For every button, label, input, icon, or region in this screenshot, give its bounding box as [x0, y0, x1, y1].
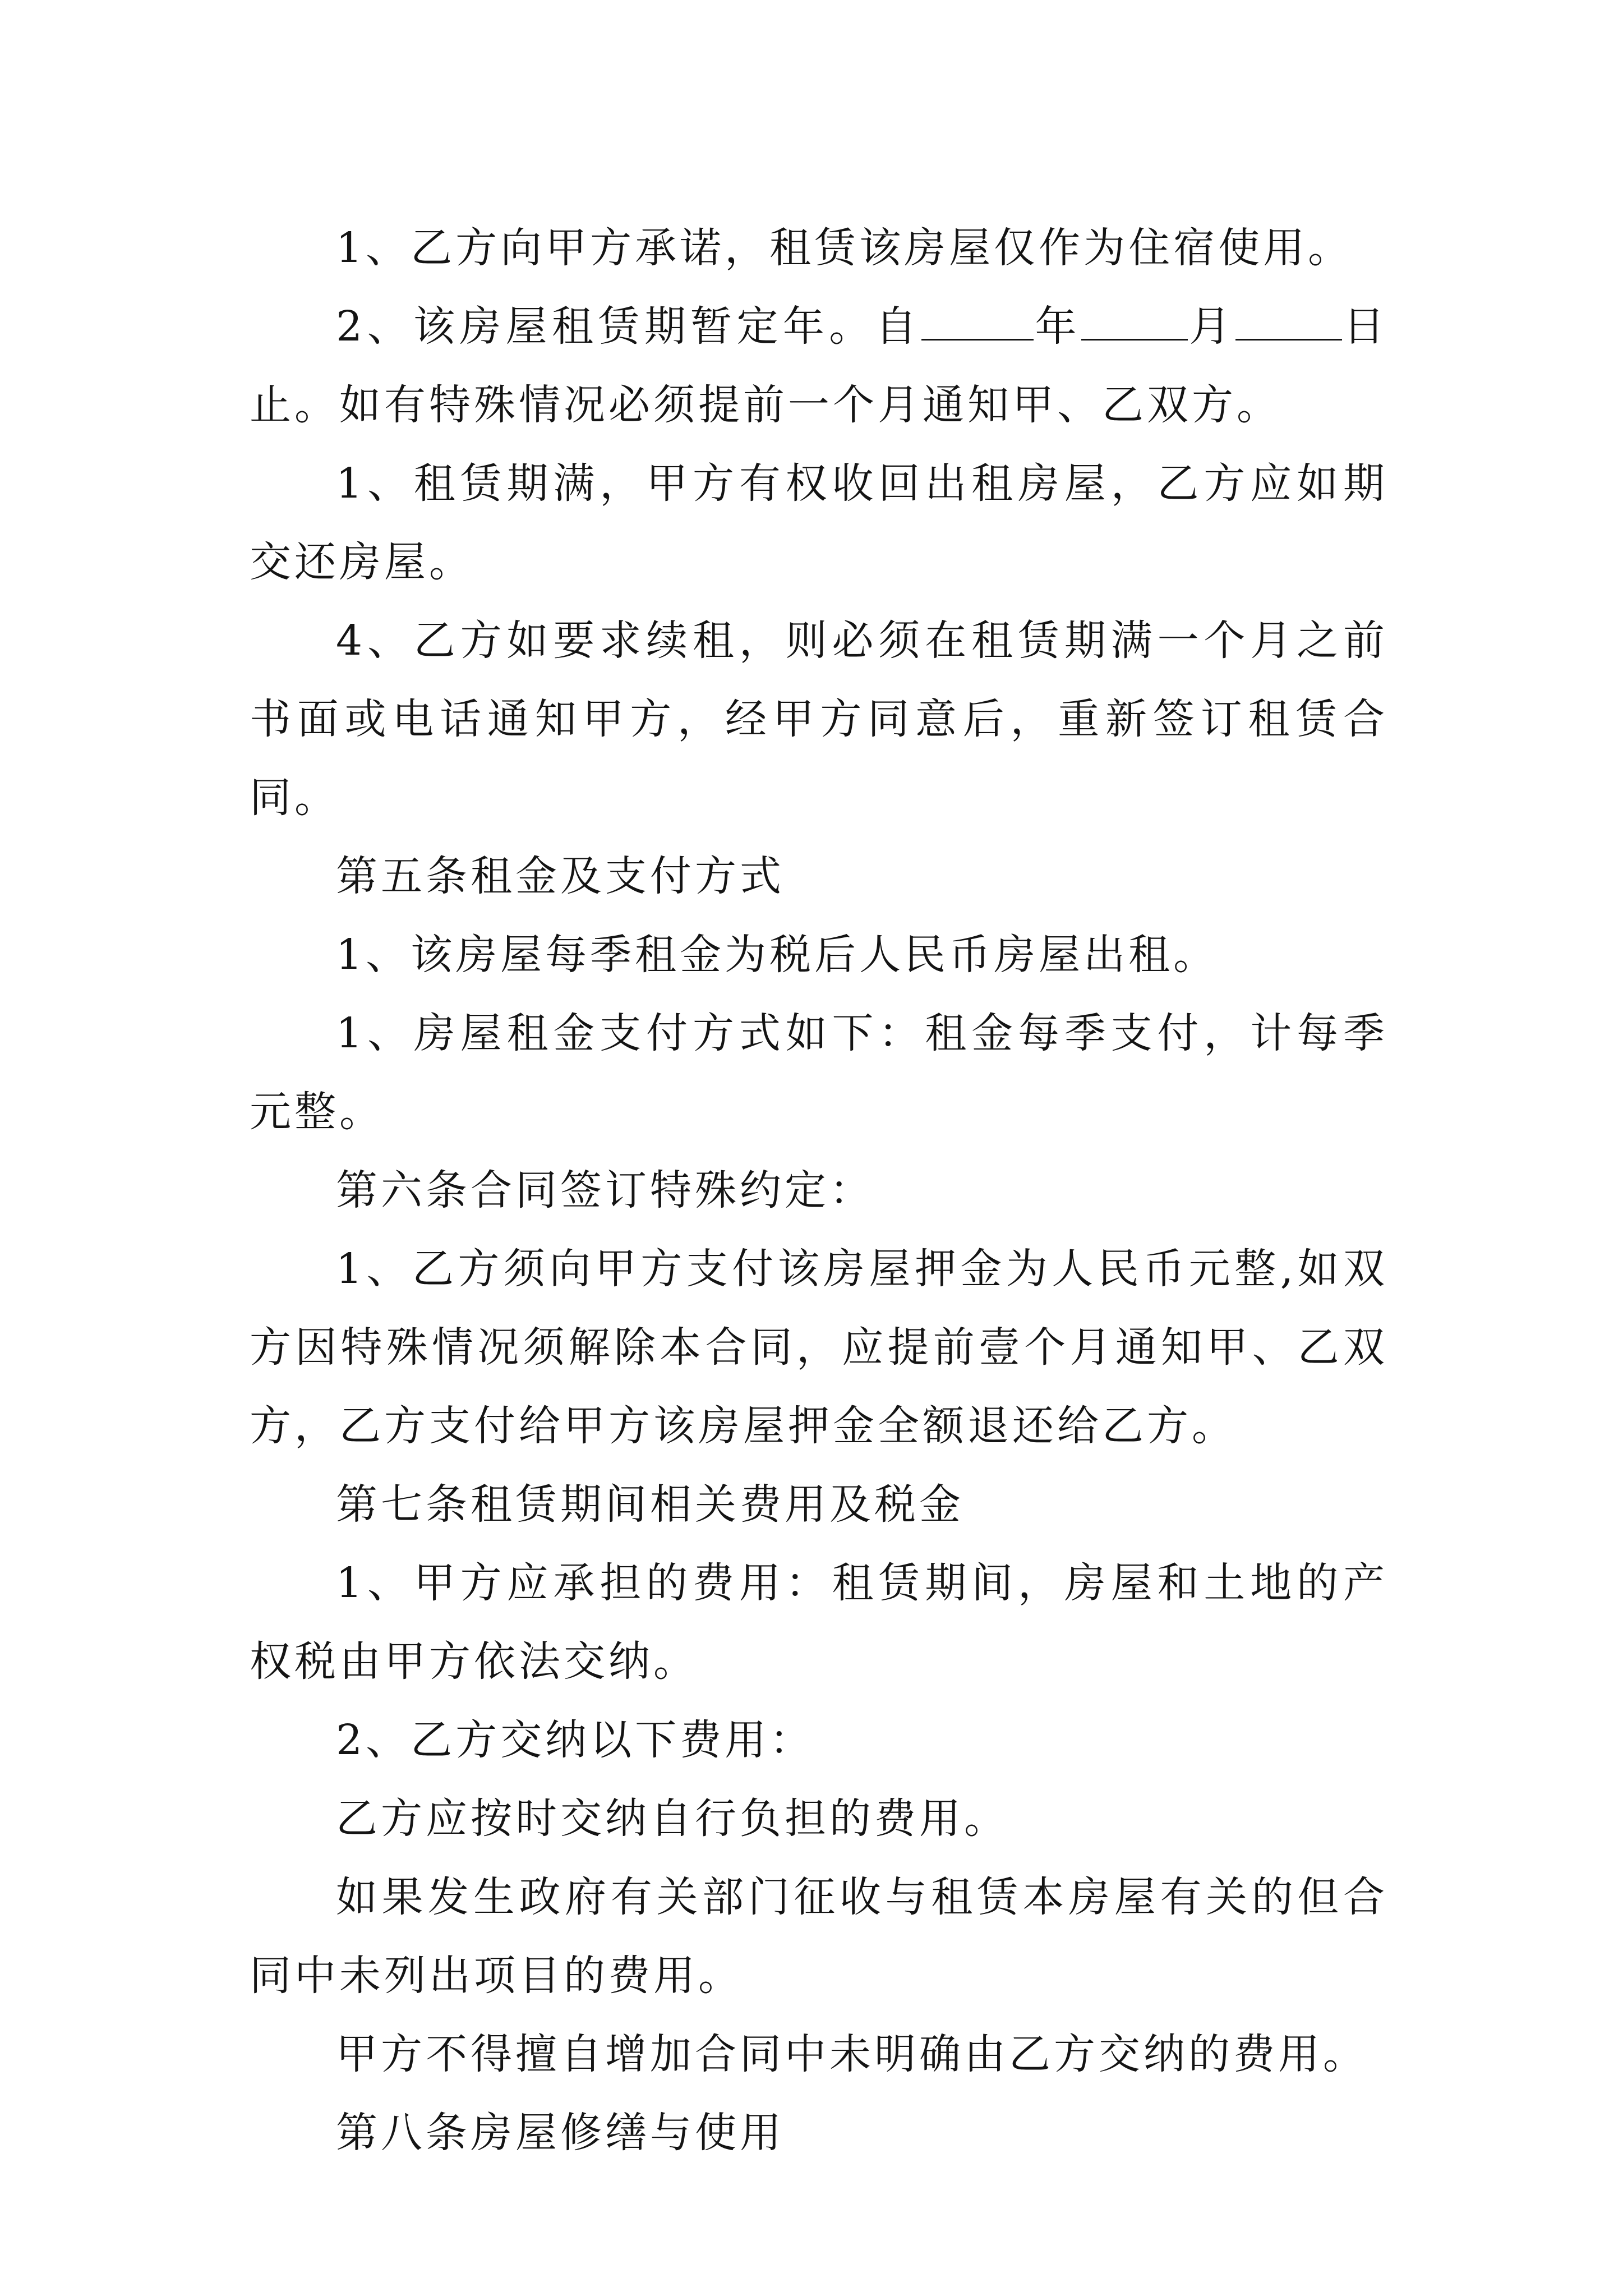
section-heading: 第七条租赁期间相关费用及税金	[336, 1480, 964, 1529]
paragraph: 1、租赁期满，甲方有权收回出租房屋，乙方应如期交还房屋。	[250, 459, 1388, 586]
paragraph: 1、甲方应承担的费用：租赁期间，房屋和土地的产权税由甲方依法交纳。	[250, 1559, 1388, 1686]
paragraph-lease-term	[250, 287, 1388, 444]
section-heading: 第六条合同签订特殊约定：	[336, 1166, 874, 1214]
blank-line	[921, 300, 1034, 341]
section-heading: 第五条租金及支付方式	[336, 852, 785, 900]
paragraph: 2、乙方交纳以下费用：	[336, 1716, 815, 1764]
blank-line	[1235, 300, 1342, 341]
month-label: 月	[1187, 302, 1235, 351]
paragraph: 1、该房屋每季租金为税后人民币房屋出租。	[336, 931, 1219, 979]
paragraph: 1、房屋租金支付方式如下：租金每季支付，计每季元整。	[250, 1009, 1388, 1136]
year-label: 年	[1034, 302, 1081, 351]
lease-term-text: 2、该房屋租赁期暂定年。自	[336, 302, 922, 351]
paragraph: 乙方应按时交纳自行负担的费用。	[336, 1795, 1009, 1843]
paragraph: 甲方不得擅自增加合同中未明确由乙方交纳的费用。	[336, 2030, 1368, 2078]
paragraph: 如果发生政府有关部门征收与租赁本房屋有关的但合同中未列出项目的费用。	[250, 1873, 1388, 2000]
lease-term-tail: 日止。如有特殊情况必须提前一个月通知甲、乙双方。	[250, 302, 1389, 429]
document-body	[250, 209, 1388, 2172]
paragraph: 1、乙方须向甲方支付该房屋押金为人民币元整,如双方因特殊情况须解除本合同，应提前壹个月通知甲、乙双方，乙方支付给甲方该房屋押金全额退还给乙方。	[250, 1245, 1388, 1450]
paragraph: 1、乙方向甲方承诺，租赁该房屋仅作为住宿使用。	[336, 224, 1353, 272]
paragraph: 4、乙方如要求续租，则必须在租赁期满一个月之前书面或电话通知甲方，经甲方同意后，重新签订租赁合同。	[250, 616, 1388, 822]
section-heading: 第八条房屋修缮与使用	[336, 2109, 785, 2157]
blank-line	[1081, 300, 1188, 341]
